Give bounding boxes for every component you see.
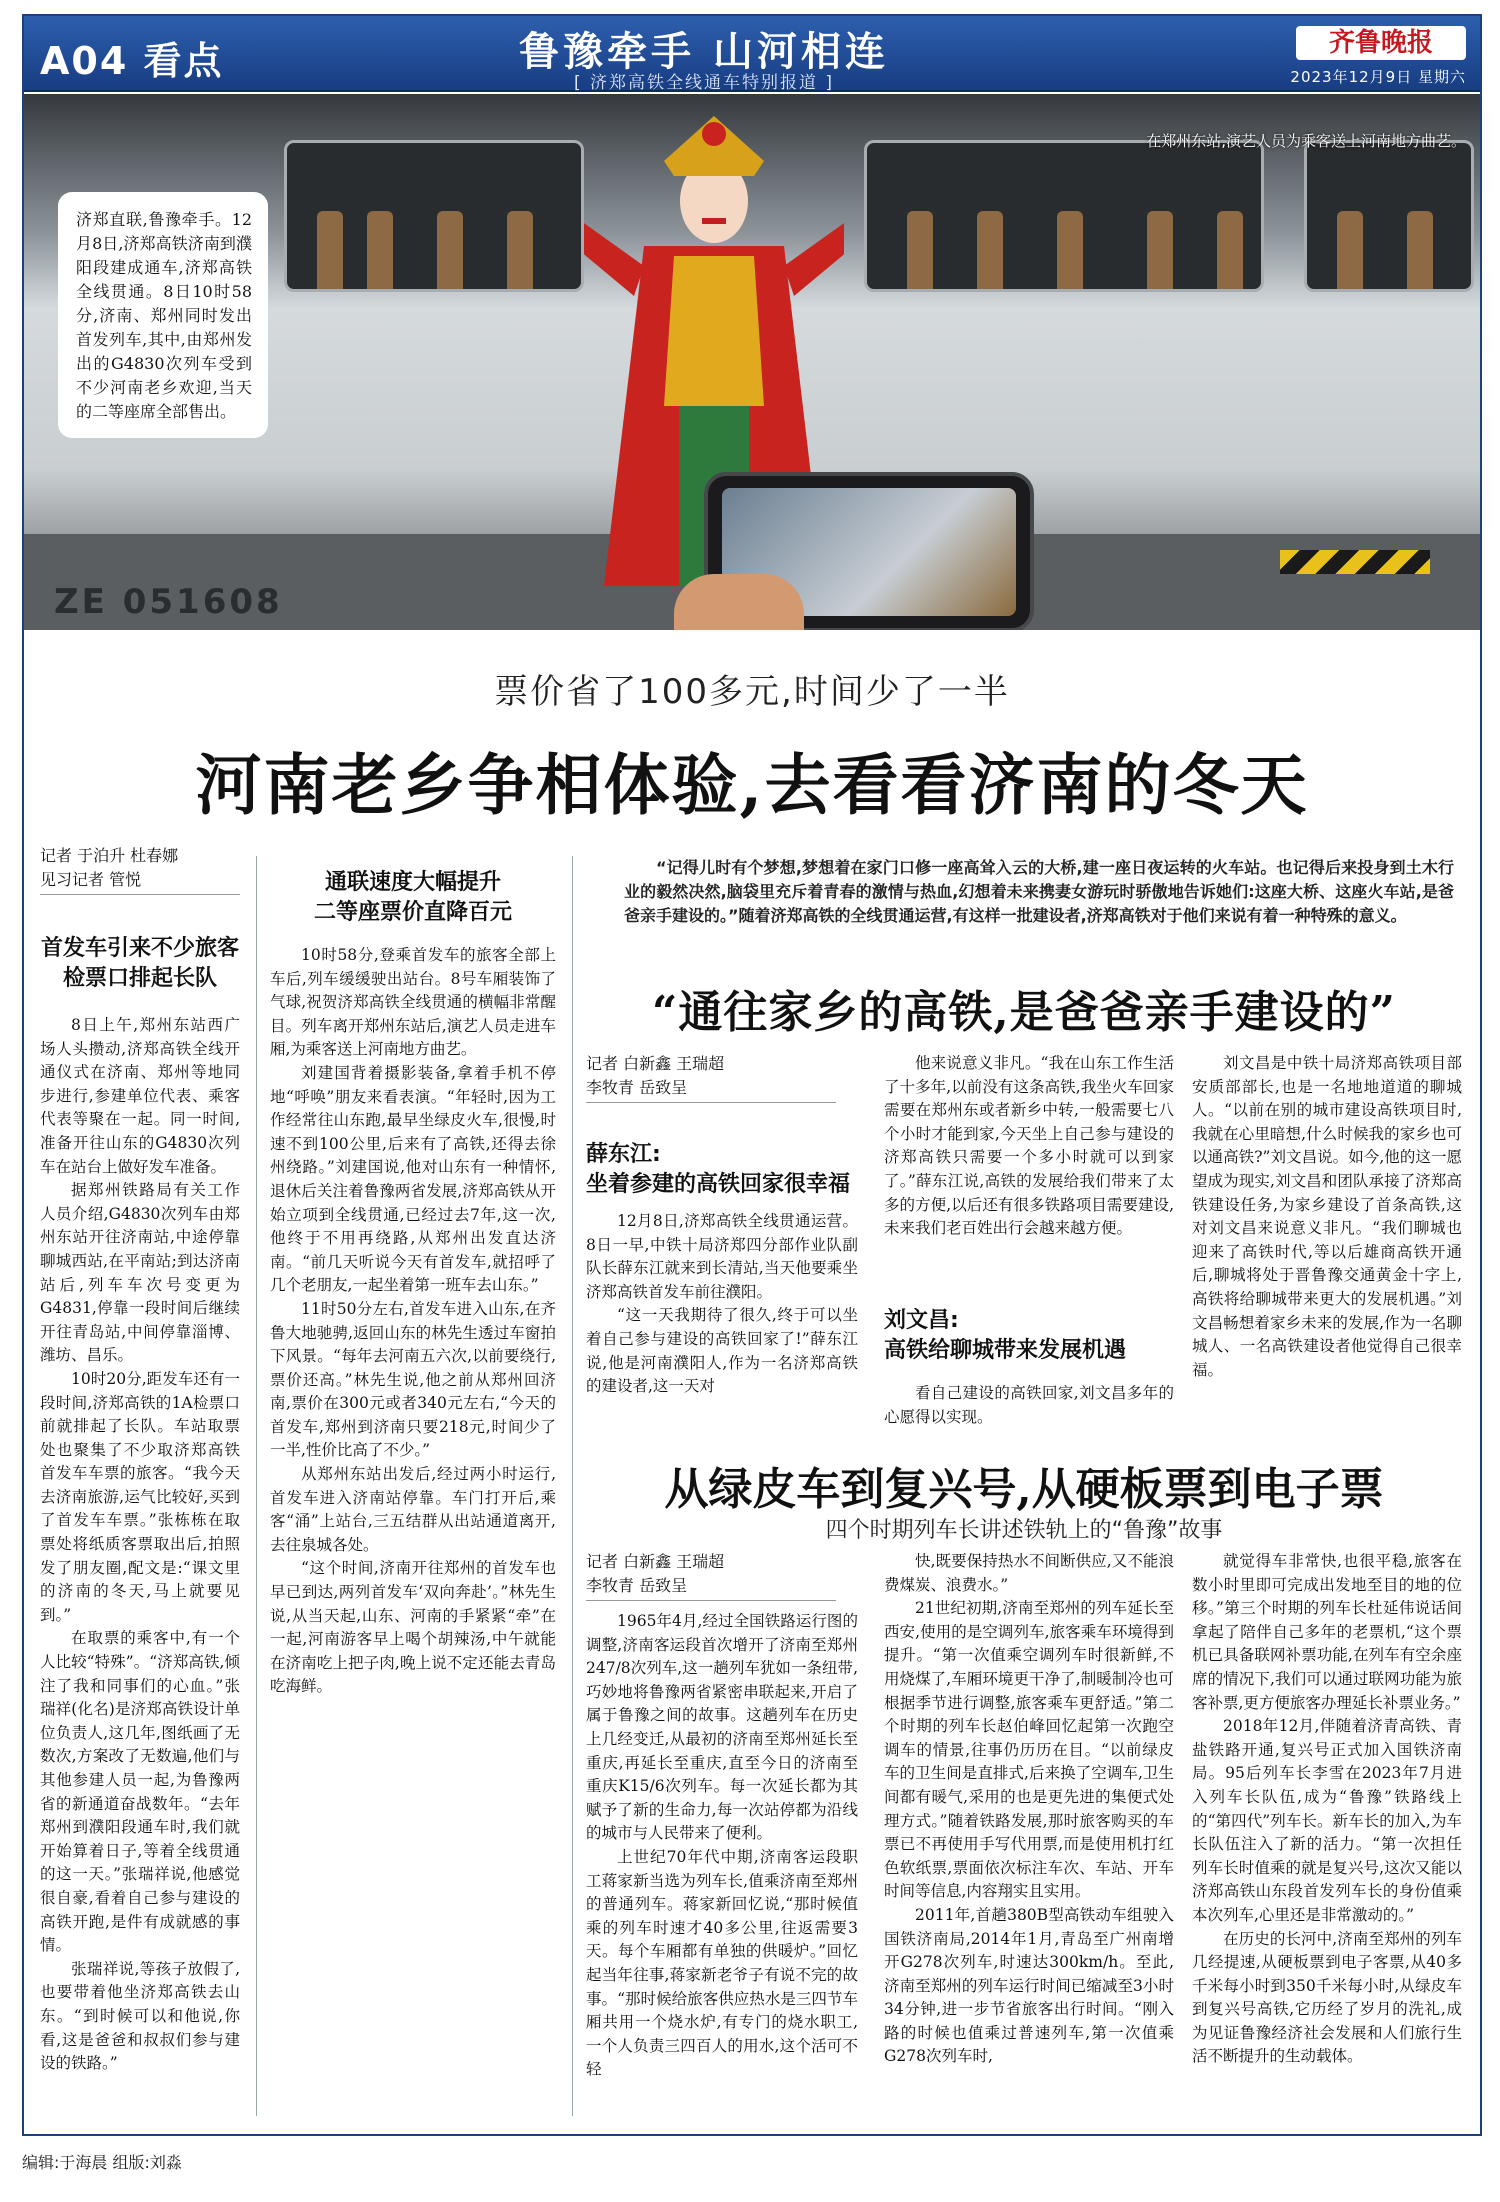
photo-caption: 在郑州东站,演艺人员为乘客送上河南地方曲艺。 [1146,132,1466,150]
paragraph: 快,既要保持热水不间断供应,又不能浪费煤炭、浪费水。” [884,1552,1174,1594]
paragraph: “这个时间,济南开往郑州的首发车也早已到达,两列首发车‘双向奔赴’。”林先生说,从当天起,山东、河南的手紧紧“牵”在一起,河南游客早上喝个胡辣汤,中午就能在济南吃上把子肉,晚上说不定还能去青岛吃海鲜。 [270,1559,556,1696]
page-banner [24,16,1480,92]
profile-subhead: 刘文昌: 高铁给聊城带来发展机遇 [884,1308,1127,1363]
left-column-2 [270,944,556,2114]
paragraph: 看自己建设的高铁回家,刘文昌多年的心愿得以实现。 [884,1384,1174,1426]
kicker-headline: 票价省了100多元,时间少了一半 [494,672,1010,712]
paragraph: 2018年12月,伴随着济青高铁、青盐铁路开通,复兴号正式加入国铁济南局。95后列车长李雪在2023年7月进入列车长队伍,成为“鲁豫”铁路线上的“第四代”列车长。新车长的加入,为车长队伍注入了新的活力。“第一次担任列车长时值乘的就是复兴号,这次又能以济郑高铁山东段首发列车长的身份值乘本次列车,心里还是非常激动的。” [1192,1717,1462,1924]
left-column-1 [40,1014,240,2114]
paragraph: 1965年4月,经过全国铁路运行图的调整,济南客运段首次增开了济南至郑州247/8次列车,这一趟列车犹如一条纽带,巧妙地将鲁豫两省紧密串联起来,开启了属于鲁豫之间的故事。这趟列车在历史上几经变迁,从最初的济南至郑州延长至重庆,再延长至重庆,直至今日的济南至重庆K15/6次列车。每一次延长都为其赋予了新的生命力,每一次站停都为沿线的城市与人民带来了便利。 [586,1612,858,1843]
story-subheadline: 四个时期列车长讲述铁轨上的“鲁豫”故事 [825,1518,1223,1543]
paragraph: 在取票的乘客中,有一个人比较“特殊”。“济郑高铁,倾注了我和同事们的心血。”张瑞祥(化名)是济郑高铁设计单位负责人,这几年,图纸画了无数次,方案改了无数遍,他们与其他参建人员一起,为鲁豫两省的新通道奋战数年。“去年郑州到濮阳段通车时,我们就开始算着日子,等着全线贯通的这一天。”张瑞祥说,他感觉很自豪,看着自己参与建设的高铁开跑,是件有成就感的事情。 [40,1629,240,1955]
train-window [284,140,584,292]
paragraph: 据郑州铁路局有关工作人员介绍,G4830次列车由郑州东站开往济南站,中途停靠聊城西站,在平南站;到达济南站后,列车车次号变更为G4831,停靠一段时间后继续开往青岛站,中间停靠淄博、潍坊、昌乐。 [40,1181,240,1365]
paragraph: 刘建国背着摄影装备,拿着手机不停地“呼唤”朋友来看表演。“年轻时,因为工作经常往山东跑,最早坐绿皮火车,很慢,时速不到100公里,后来有了高铁,还得去徐州绕路。”刘建国说,他对山东有一种情怀,退休后关注着鲁豫两省发展,济郑高铁从开始立项到全线贯通,已经过去7年,这一次,他终于不用再绕路,从郑州出发直达济南。“前几天听说今天有首发车,就招呼了几个老朋友,一起坐着第一班车去山东。” [270,1063,556,1295]
profile-column-2 [884,1052,1174,1280]
paragraph: 12月8日,济郑高铁全线贯通运营。8日一早,中铁十局济郑四分部作业队副队长薛东江就来到长清站,当天他要乘坐济郑高铁首发车前往濮阳。 [586,1212,858,1301]
paragraph: 8日上午,郑州东站西广场人头攒动,济郑高铁全线开通仪式在济南、郑州等地同步进行,参建单位代表、乘客代表等聚在一起。同一时间,准备开往山东的G4830次列车在站台上做好发车准备。 [40,1016,240,1176]
banner-subtitle: [ 济郑高铁全线通车特别报道 ] [573,73,835,93]
subhead: 通联速度大幅提升 二等座票价直降百元 [313,870,512,925]
page-number: A04 看点 [40,39,224,83]
profile-column-2b [884,1382,1174,1434]
paragraph: 2011年,首趟380B型高铁动车组驶入国铁济南局,2014年1月,青岛至广州南增开G278次列车,时速达300km/h。至此,济南至郑州的列车运行时间已缩减至3小时34分钟,进一步节省旅客出行时间。“刚入路的时候也值乘过普速列车,第一次值乘G278次列车时, [884,1905,1174,2066]
history-column-2 [884,1550,1174,2112]
paragraph: 10时20分,距发车还有一段时间,济郑高铁的1A检票口前就排起了长队。车站取票处也聚集了不少取济郑高铁首发车车票的旅客。“我今天去济南旅游,运气比较好,买到了首发车车票。”张栋栋在取票处将纸质客票取出后,拍照发了朋友圈,配文是:“课文里的济南的冬天,马上就要见到。” [40,1369,240,1624]
column-rule [572,856,573,2116]
byline-line: 记者 于泊升 杜春娜 [40,846,179,865]
paragraph: 在历史的长河中,济南至郑州的列车几经提速,从硬板票到电子客票,从40多千米每小时到350千米每小时,从绿皮车到复兴号高铁,它历经了岁月的洗礼,成为见证鲁豫经济社会发展和人们旅行生活不断提升的生动载体。 [1192,1929,1462,2066]
profile-column-1 [586,1210,858,1432]
paragraph: 从郑州东站出发后,经过两小时运行,首发车进入济南站停靠。车门打开后,乘客“涌”上站台,三五结群从出站通道离开,去往泉城各处。 [270,1465,556,1554]
newspaper-logo: 齐鲁晚报 [1296,26,1466,60]
carriage-number: ZE 051608 [54,582,283,622]
story-headline: “通往家乡的高铁,是爸爸亲手建设的” [652,987,1396,1038]
paragraph: 刘文昌是中铁十局济郑高铁项目部安质部部长,也是一名地地道道的聊城人。“以前在别的城市建设高铁项目时,我就在心里暗想,什么时候我的家乡也可以通高铁?”刘文昌说。如今,他的这一愿望成为现实,刘文昌和团队承接了济郑高铁建设任务,为家乡建设了首条高铁,这对刘文昌来说意义非凡。“我们聊城也迎来了高铁时代,等以后雄商高铁开通后,聊城将处于晋鲁豫交通黄金十字上,高铁将给聊城带来更大的发展机遇。”刘文昌畅想着家乡未来的发展,作为一名聊城人、一名高铁建设者他觉得自己很幸福。 [1192,1054,1462,1379]
column-rule [256,856,257,2116]
paragraph: “这一天我期待了很久,终于可以坐着自己参与建设的高铁回家了!”薛东江说,他是河南濮阳人,作为一名济郑高铁的建设者,这一天对 [586,1306,858,1396]
paragraph: 张瑞祥说,等孩子放假了,也要带着他坐济郑高铁去山东。“到时候可以和他说,你看,这是爸爸和叔叔们参与建设的铁路。” [40,1959,240,2073]
hand [674,574,804,630]
paragraph: 上世纪70年代中期,济南客运段职工蒋家新当选为列车长,值乘济南至郑州的普通列车。蒋家新回忆说,“那时候值乘的列车时速才40多公里,往返需要3天。每个车厢都有单独的供暖炉。”回忆起当年往事,蒋家新老爷子有说不完的故事。“那时候给旅客供应热水是三四节车厢共用一个烧水炉,有专门的烧水职工,一个人负责三四百人的用水,这个活可不轻 [586,1847,858,2079]
profile-column-3 [1192,1052,1462,1436]
banner-title: 鲁豫牵手 山河相连 [519,29,889,75]
paragraph: 21世纪初期,济南至郑州的列车延长至西安,使用的是空调列车,旅客乘车环境得到提升。“第一次值乘空调列车时很新鲜,不用烧煤了,车厢环境更干净了,制暖制冷也可根据季节进行调整,旅客乘车更舒适。”第二个时期的列车长赵伯峰回忆起第一次跑空调车的情景,往事仍历历在目。“以前绿皮车的卫生间是直排式,后来换了空调车,卫生间都有暖气,采用的也是更先进的集便式处理方式。”随着铁路发展,那时旅客购买的车票已不再使用手写代用票,而是使用机打红色软纸票,票面依次标注车次、车站、开车时间等信息,内容翔实且实用。 [884,1599,1174,1901]
platform-stripe [1280,550,1430,574]
byline: 记者 白新鑫 王瑞超 李牧青 岳致呈 [586,1052,836,1103]
paragraph: 11时50分左右,首发车进入山东,在齐鲁大地驰骋,返回山东的林先生透过车窗拍下风景。“每年去河南五六次,以前要绕行,票价还高。”林先生说,他之前从郑州回济南,票价在300元或者340元左右,“今天的首发车,郑州到济南只要218元,时间少了一半,性价比高了不少。” [270,1299,556,1460]
paragraph: 10时58分,登乘首发车的旅客全部上车后,列车缓缓驶出站台。8号车厢装饰了气球,祝贺济郑高铁全线贯通的横幅非常醒目。列车离开郑州东站后,演艺人员走进车厢,为乘客送上河南地方曲艺。 [270,946,556,1059]
story-headline: 从绿皮车到复兴号,从硬板票到电子票 [664,1464,1384,1515]
byline-line: 见习记者 管悦 [40,868,240,895]
train-window [1304,140,1474,292]
byline: 记者 白新鑫 王瑞超 李牧青 岳致呈 [586,1550,836,1601]
train-window [864,140,1264,292]
lead-photo [24,94,1480,630]
photo-blurb: 济郑直联,鲁豫牵手。12月8日,济郑高铁济南到濮阳段建成通车,济郑高铁全线贯通。8日10时58分,济南、郑州同时发出首发列车,其中,由郑州发出的G4830次列车受到不少河南老乡欢迎,当天的二等座席全部售出。 [58,192,268,438]
issue-date: 2023年12月9日 星期六 [1290,68,1466,86]
history-column-1 [586,1610,858,2112]
byline [40,844,240,895]
subhead: 首发车引来不少旅客 检票口排起长队 [40,936,239,991]
intro-paragraph: “记得儿时有个梦想,梦想着在家门口修一座高耸入云的大桥,建一座日夜运转的火车站。也记得后来投身到土木行业的毅然决然,脑袋里充斥着青春的激情与热血,幻想着未来携妻女游玩时骄傲地告诉她们:这座大桥、这座火车站,是爸爸亲手建设的。”随着济郑高铁的全线贯通运营,有这样一批建设者,济郑高铁对于他们来说有着一种特殊的意义。 [624,858,1454,925]
history-column-3 [1192,1550,1462,2112]
page-footer: 编辑:于海晨 组版:刘淼 [22,2153,182,2172]
profile-subhead: 薛东江: 坐着参建的高铁回家很幸福 [586,1142,851,1197]
paragraph: 就觉得车非常快,也很平稳,旅客在数小时里即可完成出发地至目的地的位移。”第三个时期的列车长杜延伟说话间拿起了陪伴自己多年的老票机,“这个票机已具备联网补票功能,在列车有空余座席的情况下,我们可以通过联网功能为旅客补票,更方便旅客办理延长补票业务。” [1192,1552,1462,1712]
main-headline: 河南老乡争相体验,去看看济南的冬天 [195,746,1309,824]
page-frame [22,14,1482,2136]
paragraph: 他来说意义非凡。“我在山东工作生活了十多年,以前没有这条高铁,我坐火车回家需要在郑州东或者新乡中转,一般需要七八个小时才能到家,今天坐上自己参与建设的济郑高铁只需要一个多小时就可以到家了。”薛东江说,高铁的发展给我们带来了太多的方便,以后还有很多铁路项目需要建设,未来我们老百姓出行会越来越方便。 [884,1054,1174,1238]
